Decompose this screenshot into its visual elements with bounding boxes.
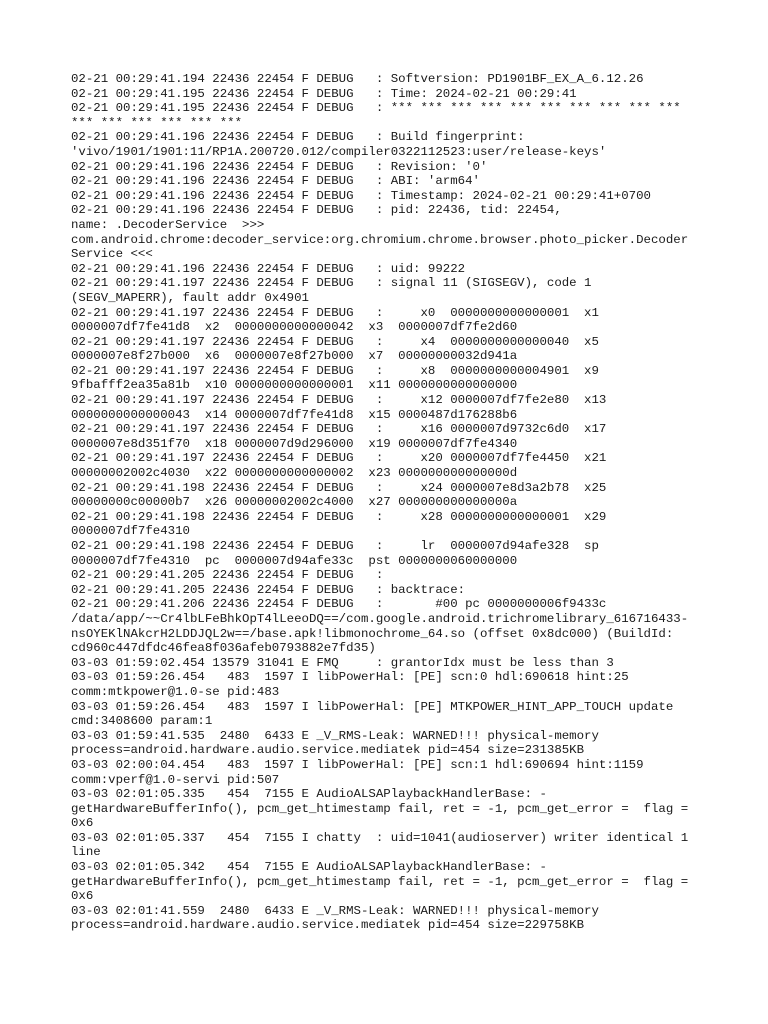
log-line: 02-21 00:29:41.205 22436 22454 F DEBUG : backtrace: xyxy=(71,582,466,597)
log-line: 02-21 00:29:41.196 22436 22454 F DEBUG : Timestamp: 2024-02-21 00:29:41+0700 xyxy=(71,188,651,203)
log-line: getHardwareBufferInfo(), pcm_get_htimestamp fail, ret = -1, pcm_get_error = flag = xyxy=(71,874,689,889)
log-line: 03-03 02:01:05.335 454 7155 E AudioALSAPlaybackHandlerBase: - xyxy=(71,787,547,802)
log-line: 02-21 00:29:41.197 22436 22454 F DEBUG : x4 0000000000000040 x5 xyxy=(71,334,599,349)
log-line: 0000007df7fe4310 pc 0000007d94afe33c pst 0000000060000000 xyxy=(71,553,518,568)
log-line: cmd:3408600 param:1 xyxy=(71,714,213,729)
log-line: 03-03 02:01:41.559 2480 6433 E _V_RMS-Leak: WARNED!!! physical-memory xyxy=(71,903,599,918)
log-line: process=android.hardware.audio.service.mediatek pid=454 size=229758KB xyxy=(71,918,585,933)
log-line: 03-03 01:59:41.535 2480 6433 E _V_RMS-Leak: WARNED!!! physical-memory xyxy=(71,728,599,743)
log-line: 02-21 00:29:41.205 22436 22454 F DEBUG : xyxy=(71,568,384,583)
log-line: 0x6 xyxy=(71,889,94,904)
log-line: 02-21 00:29:41.196 22436 22454 F DEBUG : pid: 22436, tid: 22454, xyxy=(71,203,562,218)
log-line: 02-21 00:29:41.197 22436 22454 F DEBUG : x0 0000000000000001 x1 xyxy=(71,305,599,320)
log-line: 02-21 00:29:41.195 22436 22454 F DEBUG : *** *** *** *** *** *** *** *** *** *** xyxy=(71,101,681,116)
log-line: 02-21 00:29:41.198 22436 22454 F DEBUG : x28 0000000000000001 x29 xyxy=(71,509,607,524)
log-line: line xyxy=(71,845,101,860)
log-line: 03-03 01:59:26.454 483 1597 I libPowerHal: [PE] scn:0 hdl:690618 hint:25 xyxy=(71,670,629,685)
log-line: /data/app/~~Cr4lbLFeBhkOpT4lLeeoDQ==/com.google.android.trichromelibrary_616716433- xyxy=(71,611,689,626)
log-line: 02-21 00:29:41.196 22436 22454 F DEBUG : uid: 99222 xyxy=(71,261,466,276)
log-line: 02-21 00:29:41.196 22436 22454 F DEBUG : Build fingerprint: xyxy=(71,130,525,145)
log-line: 0000007e8d351f70 x18 0000007d9d296000 x19 0000007df7fe4340 xyxy=(71,436,518,451)
log-line: comm:mtkpower@1.0-se pid:483 xyxy=(71,684,280,699)
log-line: 02-21 00:29:41.197 22436 22454 F DEBUG : signal 11 (SIGSEGV), code 1 xyxy=(71,276,592,291)
log-line: 03-03 01:59:26.454 483 1597 I libPowerHal: [PE] MTKPOWER_HINT_APP_TOUCH update xyxy=(71,699,674,714)
log-line: cd960c447dfdc46fea8f036afeb0793882e7fd35) xyxy=(71,641,376,656)
log-line: 02-21 00:29:41.198 22436 22454 F DEBUG : lr 0000007d94afe328 sp xyxy=(71,539,599,553)
log-line: 02-21 00:29:41.197 22436 22454 F DEBUG : x20 0000007df7fe4450 x21 xyxy=(71,451,607,466)
log-line: 0000000000000043 x14 0000007df7fe41d8 x15 0000487d176288b6 xyxy=(71,407,518,422)
log-line: 03-03 02:01:05.337 454 7155 I chatty : uid=1041(audioserver) writer identical 1 xyxy=(71,830,689,845)
log-line: (SEGV_MAPERR), fault addr 0x4901 xyxy=(71,290,309,305)
log-line: 02-21 00:29:41.195 22436 22454 F DEBUG : Time: 2024-02-21 00:29:41 xyxy=(71,86,577,101)
log-line: nsOYEKlNAkcrH2LDDJQL2w==/base.apk!libmonochrome_64.so (offset 0x8dc000) (BuildId: xyxy=(71,626,674,641)
log-line: 02-21 00:29:41.198 22436 22454 F DEBUG : x24 0000007e8d3a2b78 x25 xyxy=(71,480,607,495)
log-line: 0000007df7fe41d8 x2 0000000000000042 x3 0000007df7fe2d60 xyxy=(71,320,518,335)
log-line: 02-21 00:29:41.197 22436 22454 F DEBUG : x8 0000000000004901 x9 xyxy=(71,363,599,378)
log-line: 02-21 00:29:41.197 22436 22454 F DEBUG : x12 0000007df7fe2e80 x13 xyxy=(71,393,607,408)
log-line: *** *** *** *** *** *** xyxy=(71,115,243,130)
log-line: Service <<< xyxy=(71,247,153,262)
log-line: 00000000c00000b7 x26 00000002002c4000 x27 000000000000000a xyxy=(71,495,518,510)
log-line: 0x6 xyxy=(71,816,94,831)
log-line: getHardwareBufferInfo(), pcm_get_htimestamp fail, ret = -1, pcm_get_error = flag = xyxy=(71,801,689,816)
log-line: 0000007df7fe4310 xyxy=(71,524,190,539)
log-line: name: .DecoderService >>> xyxy=(71,217,265,232)
log-line: 9fbafff2ea35a81b x10 0000000000000001 x11 0000000000000000 xyxy=(71,378,518,393)
log-line: 'vivo/1901/1901:11/RP1A.200720.012/compiler0322112523:user/release-keys' xyxy=(71,144,607,159)
log-line: 03-03 01:59:02.454 13579 31041 E FMQ : grantorIdx must be less than 3 xyxy=(71,655,614,670)
log-line: 03-03 02:01:05.342 454 7155 E AudioALSAPlaybackHandlerBase: - xyxy=(71,860,547,875)
log-line: 02-21 00:29:41.206 22436 22454 F DEBUG : #00 pc 0000000006f9433c xyxy=(71,597,607,612)
log-line: 0000007e8f27b000 x6 0000007e8f27b000 x7 00000000032d941a xyxy=(71,349,518,364)
log-line: 02-21 00:29:41.197 22436 22454 F DEBUG : x16 0000007d9732c6d0 x17 xyxy=(71,422,607,437)
log-line: 03-03 02:00:04.454 483 1597 I libPowerHal: [PE] scn:1 hdl:690694 hint:1159 xyxy=(71,757,644,772)
log-line: 02-21 00:29:41.194 22436 22454 F DEBUG : Softversion: PD1901BF_EX_A_6.12.26 xyxy=(71,72,644,86)
log-line: 02-21 00:29:41.196 22436 22454 F DEBUG : ABI: 'arm64' xyxy=(71,174,480,189)
log-text-view xyxy=(71,72,711,933)
log-line: comm:vperf@1.0-servi pid:507 xyxy=(71,772,280,787)
log-line: process=android.hardware.audio.service.mediatek pid=454 size=231385KB xyxy=(71,743,585,758)
log-line: com.android.chrome:decoder_service:org.chromium.chrome.browser.photo_picker.Decoder xyxy=(71,232,689,247)
log-line: 02-21 00:29:41.196 22436 22454 F DEBUG : Revision: '0' xyxy=(71,159,488,174)
log-line: 00000002002c4030 x22 0000000000000002 x23 000000000000000d xyxy=(71,466,518,481)
